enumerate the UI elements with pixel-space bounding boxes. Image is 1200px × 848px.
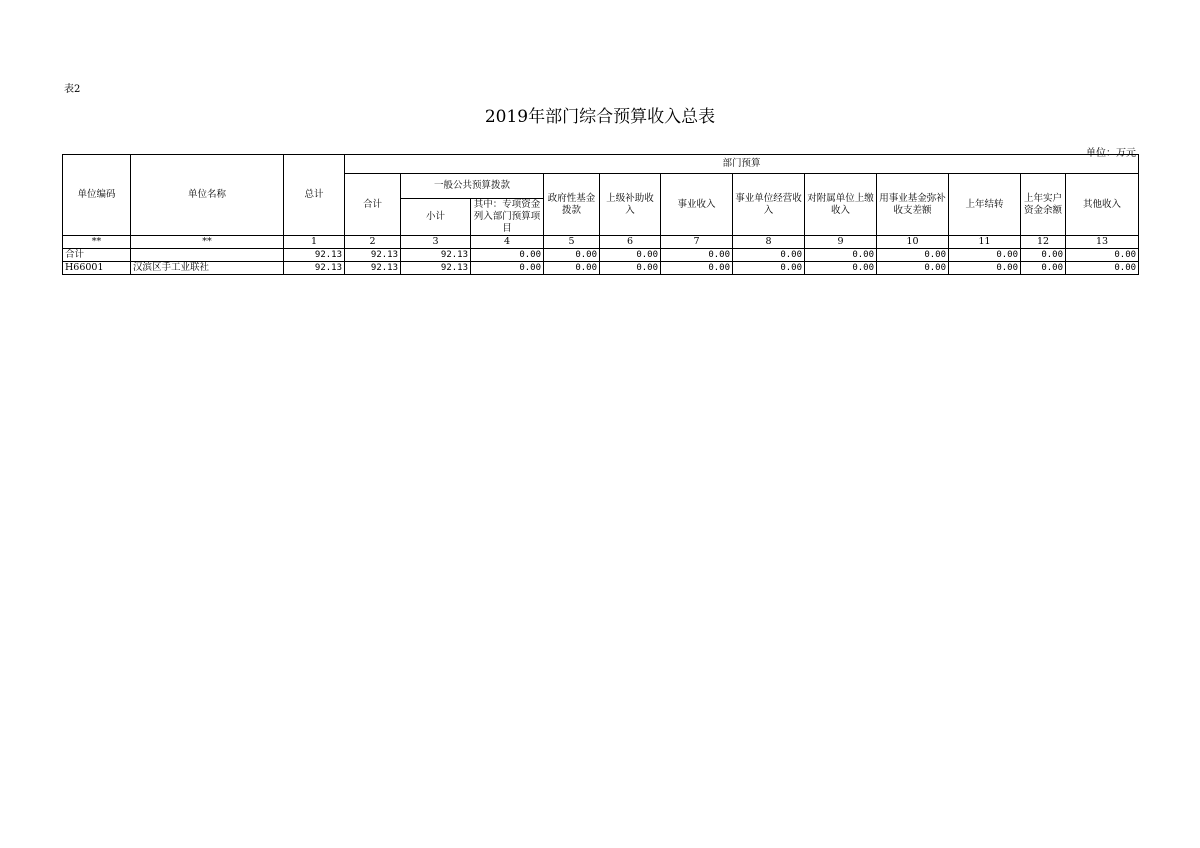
value-cell: 0.00: [733, 262, 805, 275]
value-cell: 92.13: [345, 262, 401, 275]
value-cell: 0.00: [949, 262, 1021, 275]
unit-name-cell: 汉滨区手工业联社: [131, 262, 284, 275]
header-dept-budget: 部门预算: [345, 155, 1139, 174]
header-operating-income: 事业单位经营收入: [733, 174, 805, 236]
header-unit-name: 单位名称: [131, 155, 284, 236]
header-business-income: 事业收入: [661, 174, 733, 236]
header-gov-fund: 政府性基金拨款: [544, 174, 600, 236]
index-cell: 9: [805, 236, 877, 249]
value-cell: 0.00: [805, 249, 877, 262]
table-row: [63, 262, 1139, 275]
value-cell: 0.00: [661, 249, 733, 262]
unit-code-cell: 合计: [63, 249, 131, 262]
value-cell: 0.00: [600, 249, 661, 262]
value-cell: 0.00: [471, 262, 544, 275]
index-cell: 5: [544, 236, 600, 249]
value-cell: 0.00: [877, 262, 949, 275]
value-cell: 0.00: [949, 249, 1021, 262]
value-cell: 0.00: [471, 249, 544, 262]
header-other-income: 其他收入: [1066, 174, 1139, 236]
header-prev-balance: 上年实户资金余额: [1021, 174, 1066, 236]
index-cell: 4: [471, 236, 544, 249]
header-subtotal-all: 合计: [345, 174, 401, 236]
value-cell: 0.00: [733, 249, 805, 262]
value-cell: 0.00: [805, 262, 877, 275]
value-cell: 92.13: [401, 262, 471, 275]
header-unit-code: 单位编码: [63, 155, 131, 236]
header-gp-special: 其中：专项资金列入部门预算项目: [471, 199, 544, 236]
page-title: 2019年部门综合预算收入总表: [484, 107, 716, 127]
index-cell: 8: [733, 236, 805, 249]
value-cell: 0.00: [544, 249, 600, 262]
value-cell: 0.00: [877, 249, 949, 262]
budget-income-table: [62, 154, 1139, 275]
index-cell: 1: [284, 236, 345, 249]
table-row: [63, 249, 1139, 262]
header-superior-subsidy: 上级补助收入: [600, 174, 661, 236]
header-gp-subtotal: 小计: [401, 199, 471, 236]
value-cell: 0.00: [1021, 249, 1066, 262]
header-carryover: 上年结转: [949, 174, 1021, 236]
index-cell: 10: [877, 236, 949, 249]
value-cell: 0.00: [600, 262, 661, 275]
header-fund-makeup: 用事业基金弥补收支差额: [877, 174, 949, 236]
index-cell: 6: [600, 236, 661, 249]
unit-label: 单位：万元: [1086, 148, 1136, 159]
index-cell: 3: [401, 236, 471, 249]
value-cell: 0.00: [661, 262, 733, 275]
value-cell: 92.13: [284, 262, 345, 275]
value-cell: 92.13: [284, 249, 345, 262]
value-cell: 0.00: [1066, 249, 1139, 262]
header-total: 总计: [284, 155, 345, 236]
index-cell: 11: [949, 236, 1021, 249]
value-cell: 92.13: [401, 249, 471, 262]
index-cell: 7: [661, 236, 733, 249]
value-cell: 92.13: [345, 249, 401, 262]
index-cell: **: [131, 236, 284, 249]
table-number: 表2: [64, 84, 81, 95]
index-cell: 2: [345, 236, 401, 249]
index-cell: 12: [1021, 236, 1066, 249]
header-affiliated-income: 对附属单位上缴收入: [805, 174, 877, 236]
unit-name-cell: [131, 249, 284, 262]
index-row: [63, 236, 1139, 249]
value-cell: 0.00: [1066, 262, 1139, 275]
index-cell: **: [63, 236, 131, 249]
header-general-budget: 一般公共预算拨款: [401, 174, 544, 199]
value-cell: 0.00: [1021, 262, 1066, 275]
value-cell: 0.00: [544, 262, 600, 275]
unit-code-cell: H66001: [63, 262, 131, 275]
index-cell: 13: [1066, 236, 1139, 249]
